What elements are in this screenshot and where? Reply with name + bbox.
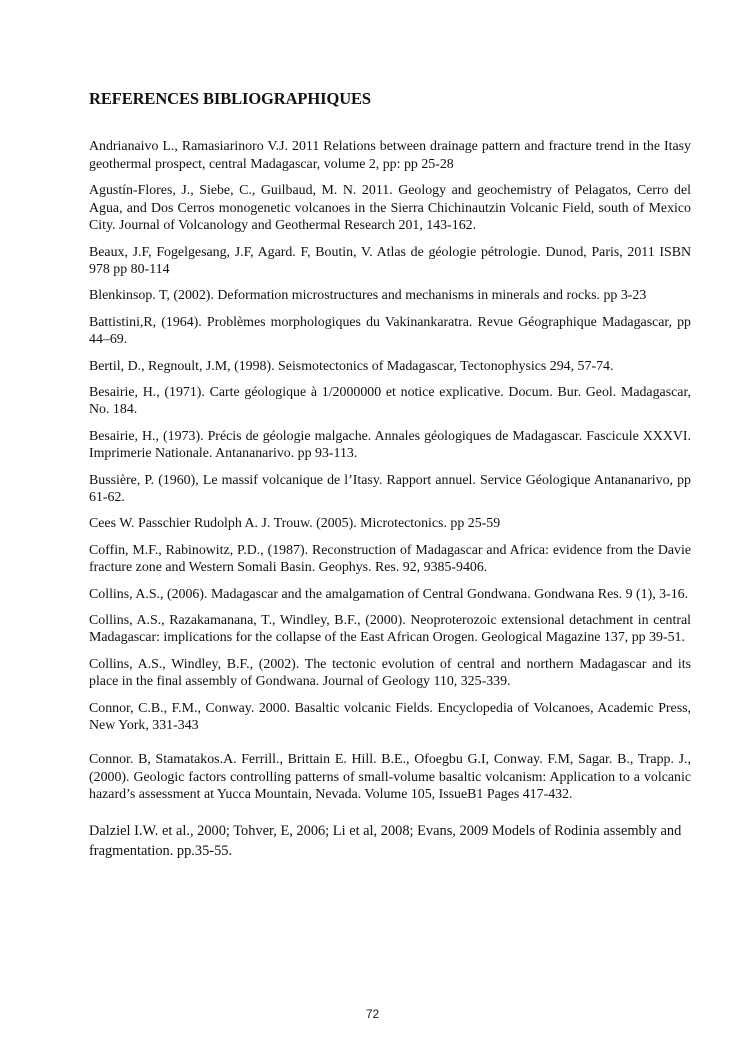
- reference-entry: Collins, A.S., Razakamanana, T., Windley, B.F., (2000). Neoproterozoic extensional detachment in central Madagascar: implications for the collapse of the East African Orogen. Geological Magazine 137, pp 39-51.: [89, 612, 691, 646]
- reference-entry: Agustín-Flores, J., Siebe, C., Guilbaud, M. N. 2011. Geology and geochemistry of Pelagatos, Cerro del Agua, and Dos Cerros monogenetic volcanoes in the Sierra Chichinautzin Volcanic Field, south of Mexico City. Journal of Volcanology and Geothermal Research 201, 143-162.: [89, 182, 691, 234]
- reference-entry: Bussière, P. (1960), Le massif volcanique de l’Itasy. Rapport annuel. Service Géologique Antananarivo, pp 61-62.: [89, 472, 691, 506]
- reference-entry: Collins, A.S., Windley, B.F., (2002). The tectonic evolution of central and northern Madagascar and its place in the final assembly of Gondwana. Journal of Geology 110, 325-339.: [89, 656, 691, 690]
- reference-entry: Andrianaivo L., Ramasiarinoro V.J. 2011 Relations between drainage pattern and fracture trend in the Itasy geothermal prospect, central Madagascar, volume 2, pp: pp 25-28: [89, 139, 691, 172]
- reference-entry: Besairie, H., (1973). Précis de géologie malgache. Annales géologiques de Madagascar. Fascicule XXXVI. Imprimerie Nationale. Antananarivo. pp 93-113.: [89, 428, 691, 462]
- reference-entry: Blenkinsop. T, (2002). Deformation microstructures and mechanisms in minerals and rocks. pp 3-23: [89, 288, 647, 304]
- reference-entry: Connor. B, Stamatakos.A. Ferrill., Brittain E. Hill. B.E., Ofoegbu G.I, Conway. F.M, Sagar. B., Trapp. J., (2000). Geologic factors controlling patterns of small-volume basaltic volcanism: Application to a volcanic hazard’s assessment at Yucca Mountain, Nevada. Volume 105, IssueB1 Pages 417-432.: [89, 751, 691, 803]
- reference-list: [89, 138, 691, 870]
- page-number: 72: [365, 1007, 380, 1021]
- reference-entry: Beaux, J.F, Fogelgesang, J.F, Agard. F, Boutin, V. Atlas de géologie pétrologie. Dunod, Paris, 2011 ISBN 978 pp 80-114: [89, 244, 691, 278]
- reference-entry: Collins, A.S., (2006). Madagascar and the amalgamation of Central Gondwana. Gondwana Res. 9 (1), 3-16.: [89, 586, 689, 602]
- reference-entry: Bertil, D., Regnoult, J.M, (1998). Seismotectonics of Madagascar, Tectonophysics 294, 57-74.: [89, 358, 614, 374]
- reference-entry: Coffin, M.F., Rabinowitz, P.D., (1987). Reconstruction of Madagascar and Africa: evidence from the Davie fracture zone and Western Somali Basin. Geophys. Res. 92, 9385-9406.: [89, 542, 691, 576]
- reference-entry: Besairie, H., (1971). Carte géologique à 1/2000000 et notice explicative. Docum. Bur. Geol. Madagascar, No. 184.: [89, 384, 691, 418]
- reference-entry: Cees W. Passchier Rudolph A. J. Trouw. (2005). Microtectonics. pp 25-59: [89, 516, 501, 532]
- reference-entry: Connor, C.B., F.M., Conway. 2000. Basaltic volcanic Fields. Encyclopedia of Volcanoes, Academic Press, New York, 331-343: [89, 700, 691, 734]
- section-title: REFERENCES BIBLIOGRAPHIQUES: [89, 89, 371, 108]
- reference-entry: Dalziel I.W. et al., 2000; Tohver, E, 2006; Li et al, 2008; Evans, 2009 Models of Rodinia assembly and fragmentation. pp.35-55.: [89, 823, 682, 860]
- reference-entry: Battistini,R, (1964). Problèmes morphologiques du Vakinankaratra. Revue Géographique Madagascar, pp 44–69.: [89, 314, 691, 348]
